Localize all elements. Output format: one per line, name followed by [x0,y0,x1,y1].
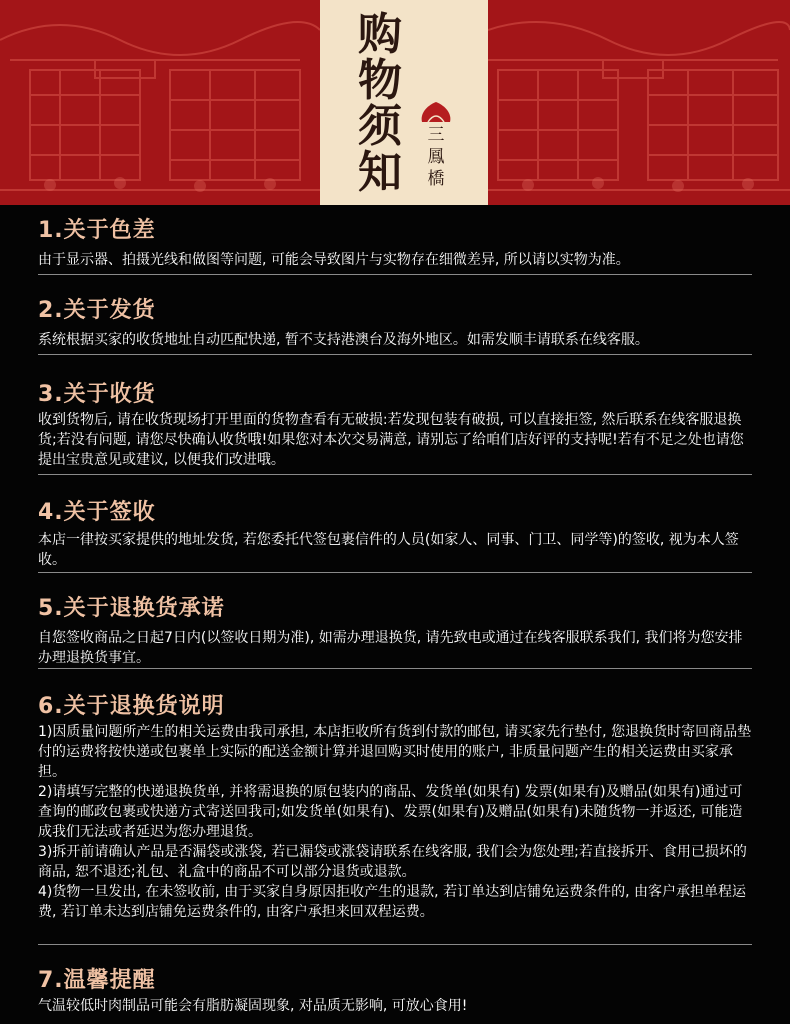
section-title: 3.关于收货 [38,382,156,407]
section-paragraph: 收到货物后, 请在收货现场打开里面的货物查看有无破损:若发现包装有破损, 可以直接拒签, 然后联系在线客服退换货;若没有问题, 请您尽快确认收货哦!如果您对本次交易满意, 请别忘了给咱们店好评的支持呢!若有不足之处也请您提出宝贵意见或建议, 以便我们改进哦。 [38,412,744,468]
section-receiving [38,382,752,475]
section-title: 1.关于色差 [38,218,156,243]
title-char-3: 须 [358,101,402,152]
section-paragraph: 系统根据买家的收货地址自动匹配快递, 暂不支持港澳台及海外地区。如需发顺丰请联系在线客服。 [38,332,649,348]
section-paragraph: 4)货物一旦发出, 在未签收前, 由于买家自身原因拒收产生的退款, 若订单达到店铺免运费条件的, 由客户承担单程运费, 若订单未达到店铺免运费条件的, 由客户承担来回双程运费。 [38,884,746,920]
logo-emblem-icon [416,100,456,124]
section-title: 4.关于签收 [38,500,156,525]
title-char-2: 物 [358,55,402,106]
title-panel [320,0,488,205]
logo-text: 三鳳橋 [427,125,445,189]
header-banner [0,0,790,205]
section-paragraph: 由于显示器、拍摄光线和做图等问题, 可能会导致图片与实物存在细微差异, 所以请以实物为准。 [38,252,630,268]
section-shipping [38,298,752,355]
section-paragraph: 自您签收商品之日起7日内(以签收日期为准), 如需办理退换货, 请先致电或通过在线客服联系我们, 我们将为您安排办理退换货事宜。 [38,630,743,666]
section-title: 6.关于退换货说明 [38,694,225,719]
section-title: 7.温馨提醒 [38,968,156,993]
brand-logo [416,100,456,190]
section-reminder [38,968,752,1022]
section-paragraph: 2)请填写完整的快递退换货单, 并将需退换的原包装内的商品、发货单(如果有) 发票(如果有)及赠品(如果有)通过可查询的邮政包裹或快递方式寄送回我司;如发货单(如果有)、发票(如果有)及赠品(如果有)未随货物一并返还, 可能造成我们无法或者延迟为您办理退货。 [38,784,743,840]
section-paragraph: 1)因质量问题所产生的相关运费由我司承担, 本店拒收所有货到付款的邮包, 请买家先行垫付, 您退换货时寄回商品垫付的运费将按快递或包裹单上实际的配送金额计算并退回购买时使用的账户, 非质量问题产生的相关运费由买家承担。 [38,724,752,780]
section-paragraph: 3)拆开前请确认产品是否漏袋或涨袋, 若已漏袋或涨袋请联系在线客服, 我们会为您处理;若直接拆开、食用已损坏的商品, 恕不退还;礼包、礼盒中的商品不可以部分退货或退款。 [38,844,747,880]
section-paragraph: 本店一律按买家提供的地址发货, 若您委托代签包裹信件的人员(如家人、同事、门卫、同学等)的签收, 视为本人签收。 [38,532,739,568]
section-title: 2.关于发货 [38,298,156,323]
section-color-difference [38,218,752,275]
section-title: 5.关于退换货承诺 [38,596,225,621]
section-paragraph: 气温较低时肉制品可能会有脂肪凝固现象, 对品质无影响, 可放心食用! [38,998,468,1014]
section-return-details [38,694,752,945]
banner-illustration-right [488,0,790,205]
section-return-promise [38,596,752,669]
title-char-1: 购 [358,9,402,60]
section-signing [38,500,752,573]
banner-illustration-left [0,0,320,205]
title-char-4: 知 [358,147,402,198]
